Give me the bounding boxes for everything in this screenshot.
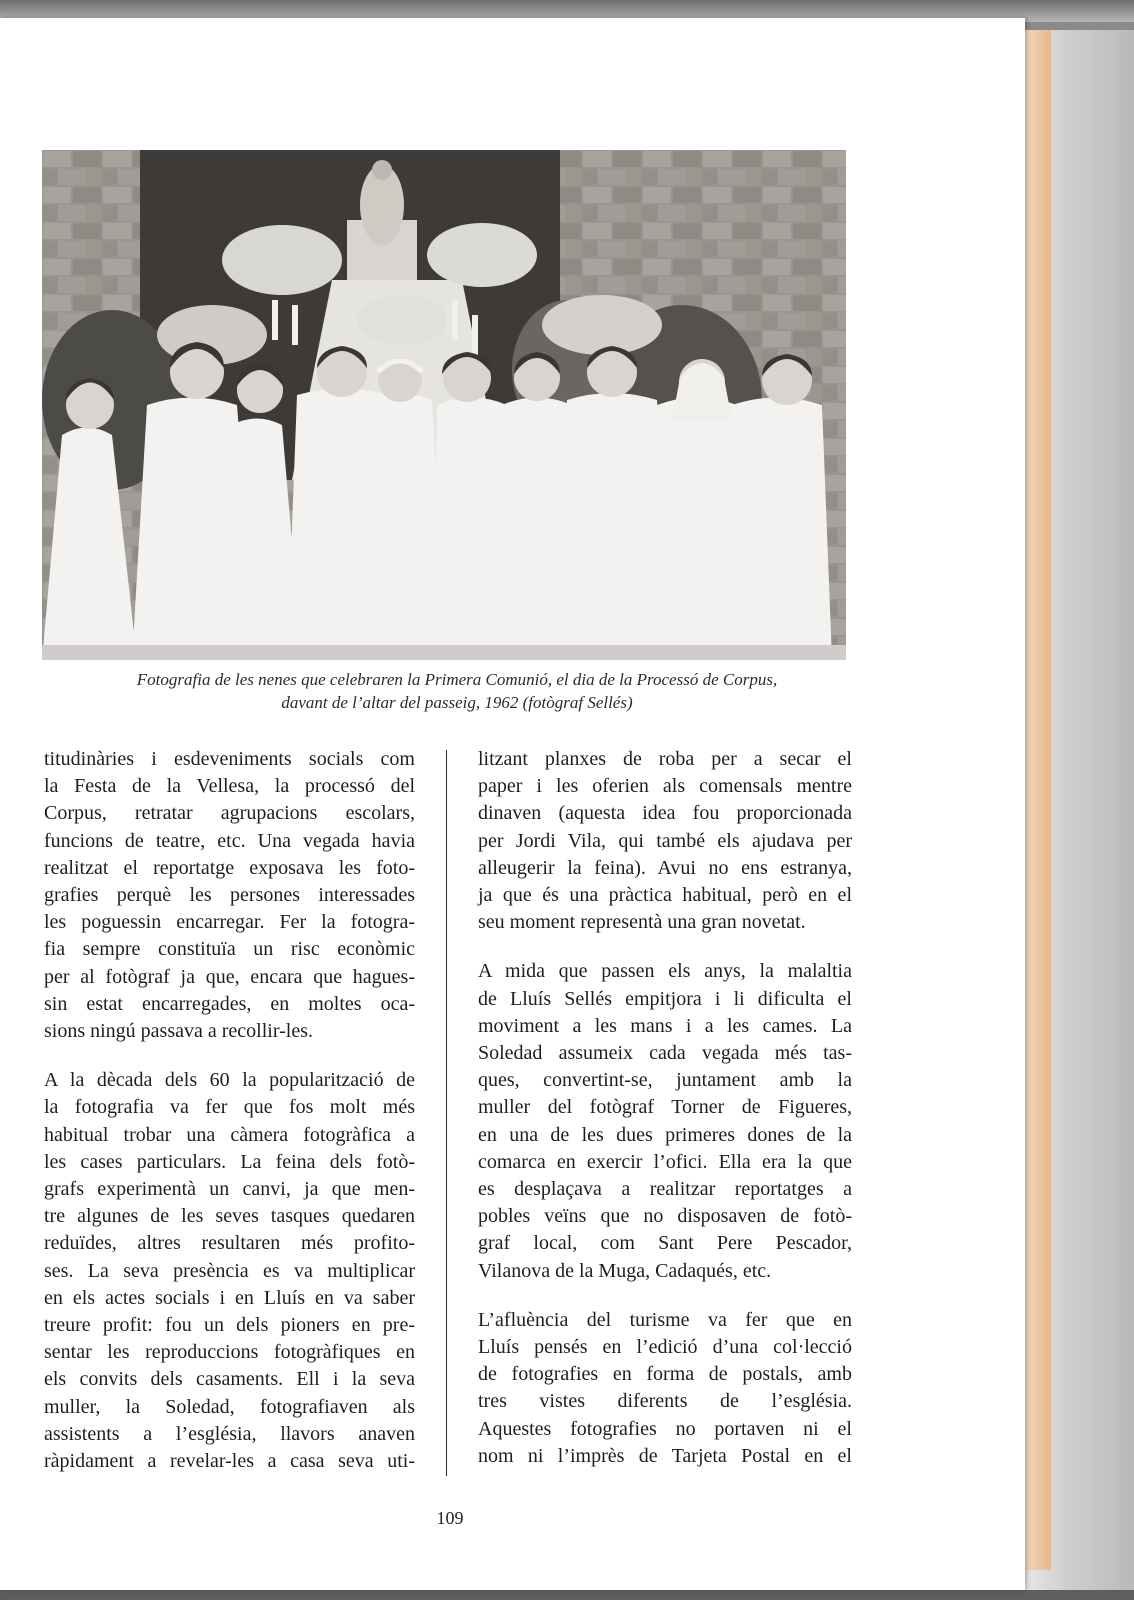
text-line: treure profit: fou un dels pioners en pre- [44,1314,415,1337]
text-line: habitual trobar una càmera fotogràfica a [44,1123,415,1146]
text-line: paper i les oferien als comensals mentre [478,775,852,798]
text-line: graf local, com Sant Pere Pescador, [478,1232,852,1255]
right-paragraph-2 [478,958,852,1284]
text-line: la Festa de la Vellesa, la processó del [44,775,415,798]
text-line: muller, la Soledad, fotografiaven als [44,1395,415,1418]
left-paragraph-1 [44,746,415,1045]
text-line: de fotografies en forma de postals, amb [478,1363,852,1386]
text-line: muller del fotògraf Torner de Figueres, [478,1096,852,1119]
right-paragraph-3 [478,1307,852,1470]
text-line: per Jordi Vila, qui també els ajudava per [478,829,852,852]
text-line: titudinàries i esdeveniments socials com [44,748,415,770]
text-line: per al fotògraf ja que, encara que hagues- [44,965,415,988]
communion-photograph [42,150,846,660]
left-text-column [44,746,415,1475]
text-line: grafs experimentà un canvi, ja que men- [44,1178,415,1201]
text-line: sin estat encarregades, en moltes oca- [44,992,415,1015]
text-line: L’afluència del turisme va fer que en [478,1308,852,1331]
right-paragraph-1 [478,746,852,936]
text-line: les cases particulars. La feina dels fotò- [44,1150,415,1173]
text-line: A mida que passen els anys, la malaltia [478,960,852,983]
text-line: Lluís pensés en l’edició d’una col·lecció [478,1336,852,1359]
text-line: sentar les reproduccions fotogràfiques en [44,1341,415,1364]
text-line: Aquestes fotografies no portaven ni el [478,1417,852,1440]
text-line: Vilanova de la Muga, Cadaqués, etc. [478,1259,772,1282]
scan-background-bottom [0,1590,1134,1600]
right-text-column [478,746,852,1470]
column-divider [446,750,447,1476]
text-line: en els actes socials i en Lluís en va saber [44,1286,415,1309]
text-line: reduïdes, altres resultaren més profito- [44,1232,415,1255]
text-line: ques, convertint-se, juntament amb la [478,1069,852,1092]
text-line: sions ningú passava a recollir-les. [44,1020,313,1043]
text-line: realitzat el reportatge exposava les foto- [44,856,415,879]
photo-caption [42,668,872,714]
text-line: dinaven (aquesta idea fou proporcionada [478,802,852,825]
text-line: ja que és una pràctica habitual, però en el [478,884,852,907]
text-line: assistents a l’església, llavors anaven [44,1422,415,1445]
text-line: grafies perquè les persones interessades [44,884,415,907]
page-number: 109 [436,1508,464,1528]
text-line: tres vistes diferents de l’església. [478,1390,852,1413]
left-paragraph-2 [44,1067,415,1475]
text-line: els convits dels casaments. Ell i la seva [44,1368,415,1391]
caption-line-2: davant de l’altar del passeig, 1962 (fotògraf Sellés) [281,693,633,712]
text-line: comarca en exercir l’ofici. Ella era la que [478,1150,852,1173]
text-line: Soledad assumeix cada vegada més tas- [478,1042,852,1065]
text-line: les poguessin encarregar. Fer la fotogra- [44,911,415,934]
text-line: es desplaçava a realitzar reportatges a [478,1178,852,1201]
text-line: en una de les dues primeres dones de la [478,1123,852,1146]
text-line: pobles veïns que no disposaven de fotò- [478,1205,852,1228]
text-line: la fotografia va fer que fos molt més [44,1096,415,1119]
text-line: tre algunes de les seves tasques quedaren [44,1205,415,1228]
caption-line-1: Fotografia de les nenes que celebraren la Primera Comunió, el dia de la Processó de Corpus, [136,670,778,689]
text-line: seu moment representà una gran novetat. [478,911,806,934]
text-line: de Lluís Sellés empitjora i li dificulta el [478,987,852,1010]
text-line: funcions de teatre, etc. Una vegada havia [44,829,415,852]
text-line: A la dècada dels 60 la popularització de [44,1069,415,1092]
text-line: ses. La seva presència es va multiplicar [44,1259,415,1282]
text-line: Corpus, retratar agrupacions escolars, [44,802,415,825]
text-line: fia sempre constituïa un risc econòmic [44,938,415,961]
text-line: ràpidament a revelar-les a casa seva uti- [44,1450,415,1473]
photograph-illustration [42,150,846,660]
text-line: alleugerir la feina). Avui no ens estranya, [478,856,852,879]
text-line: moviment a les mans i a les cames. La [478,1014,852,1037]
text-line: litzant planxes de roba per a secar el [478,748,852,770]
text-line: nom ni l’imprès de Tarjeta Postal en el [478,1444,852,1467]
book-edge-strip [1025,30,1051,1570]
